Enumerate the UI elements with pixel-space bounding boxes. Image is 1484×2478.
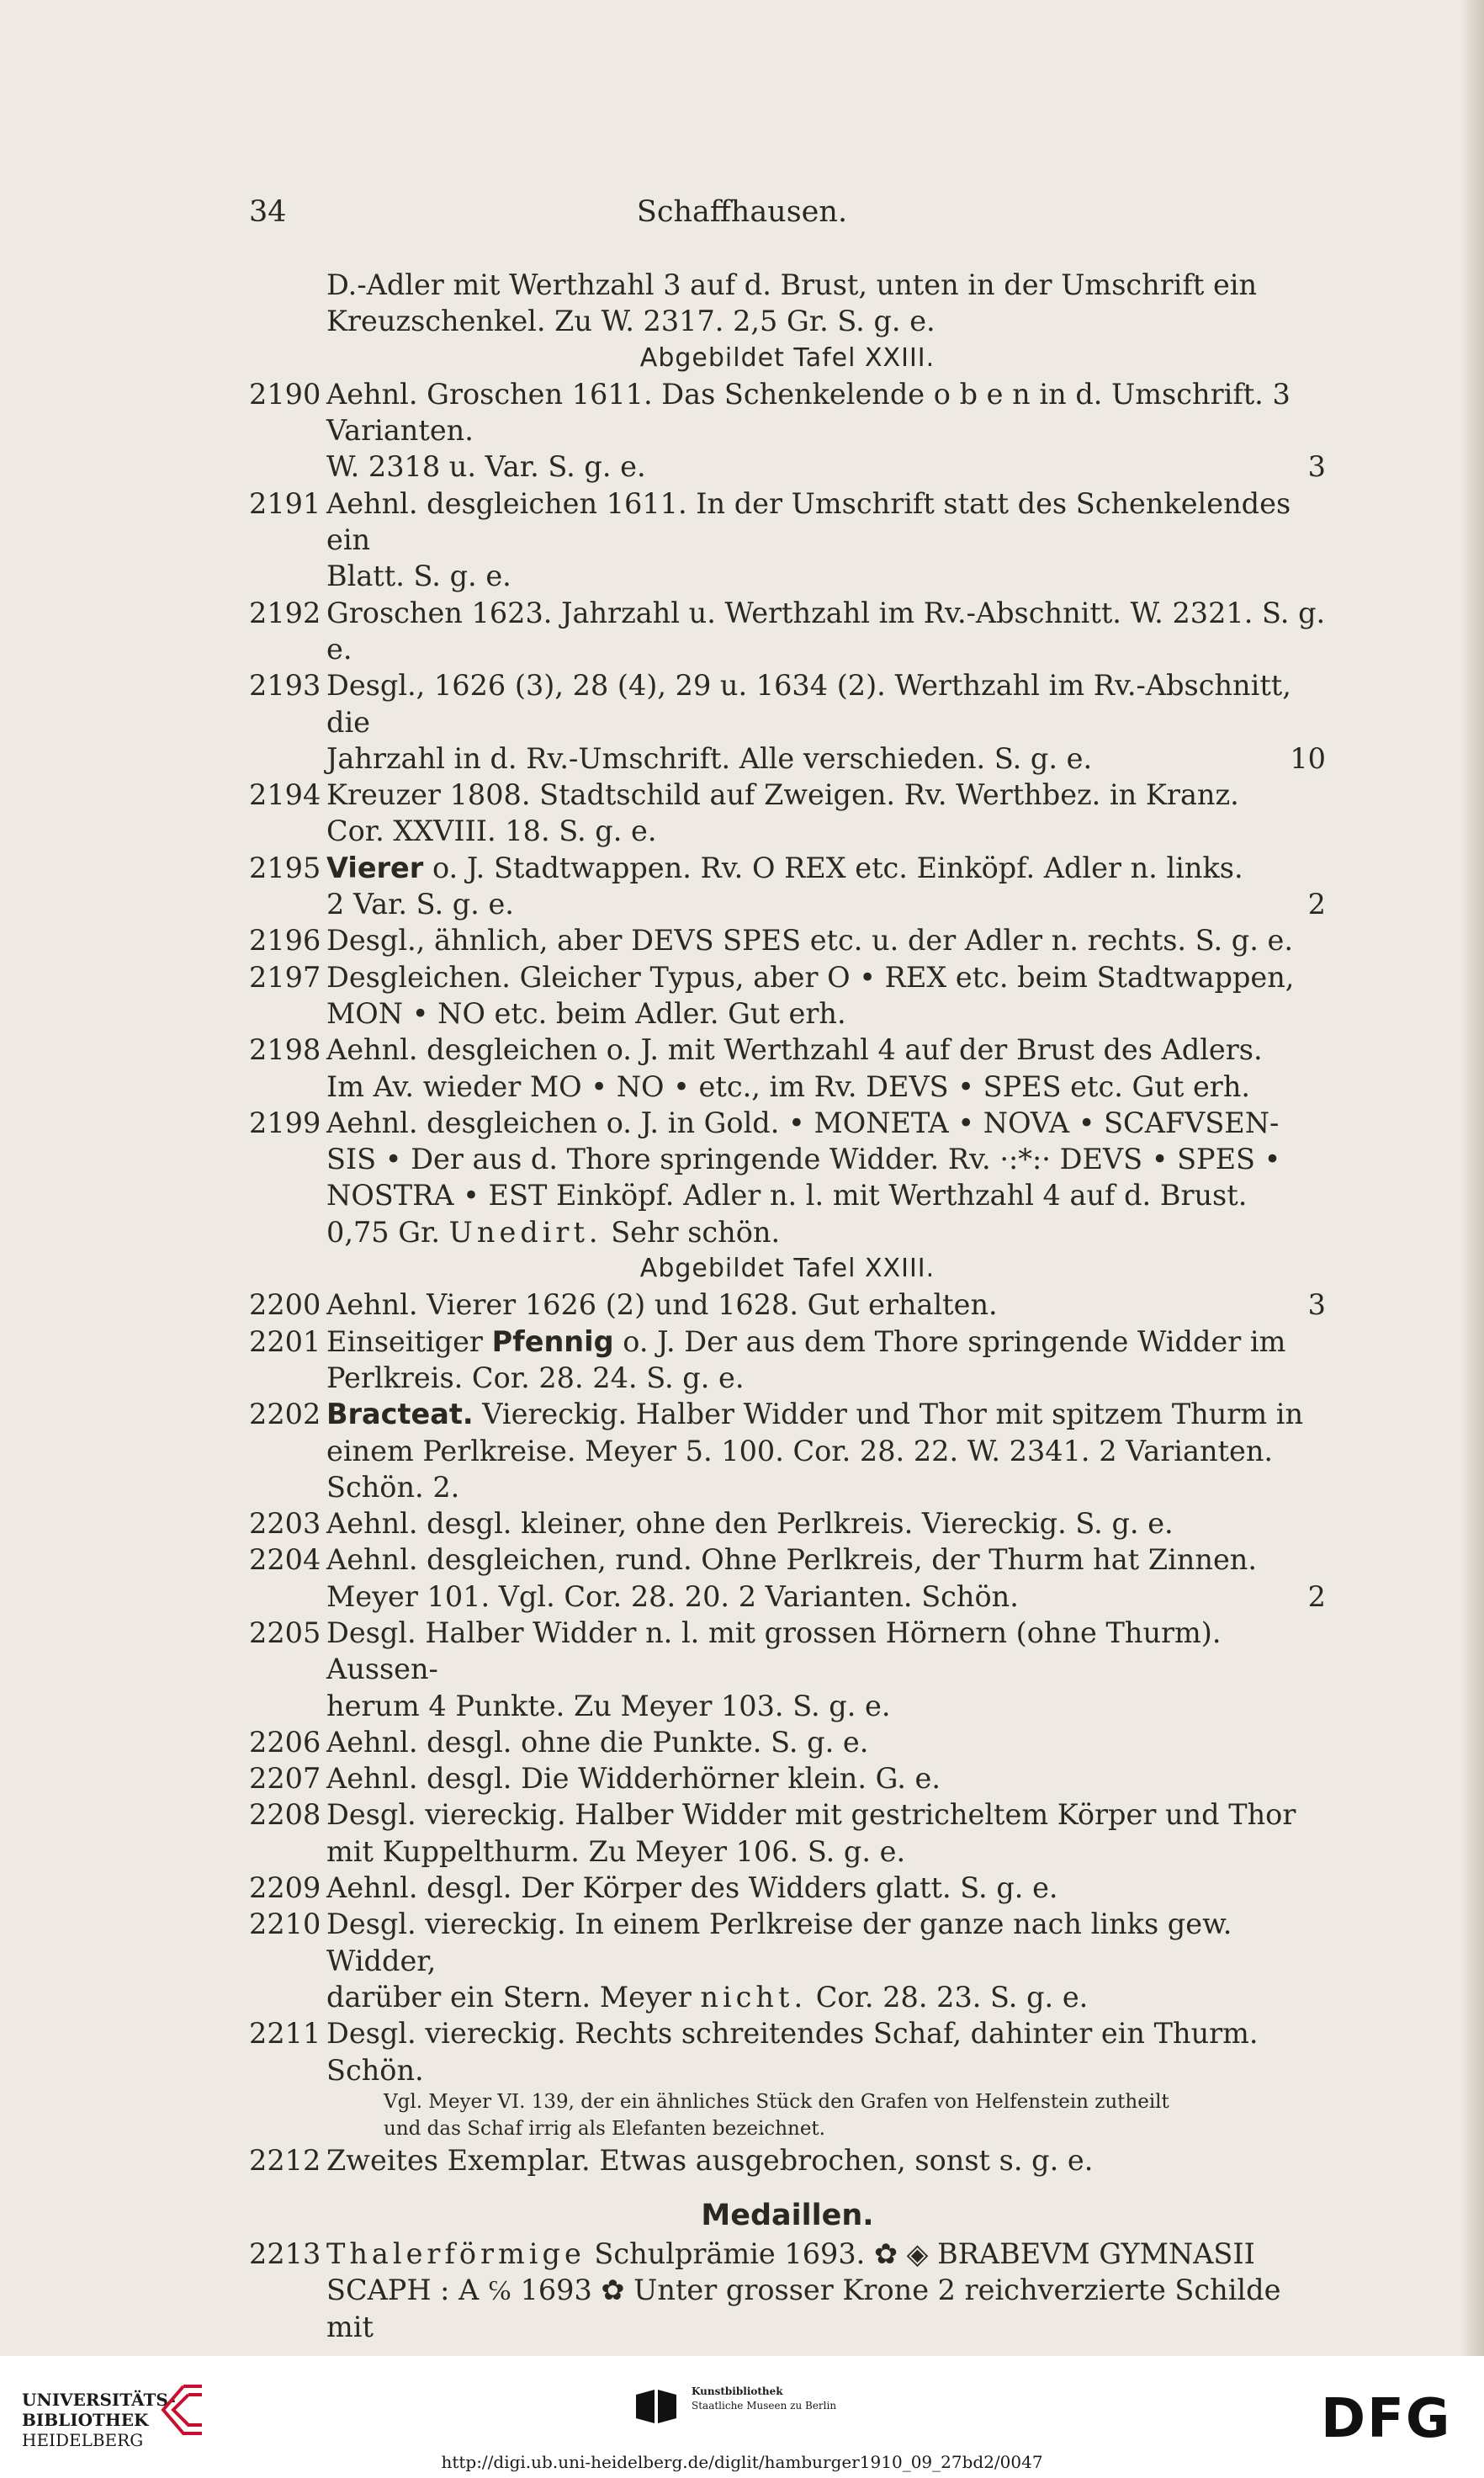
footnote [249, 2088, 1259, 2142]
catalog-entry [249, 486, 1326, 595]
catalog-entry [249, 1615, 1326, 1724]
entries-group-a [249, 376, 1326, 850]
entry-text: 0,75 Gr. [326, 1215, 449, 1249]
entry-number: 2192 [249, 596, 321, 629]
entry-line: Aehnl. desgleichen 1611. In der Umschrift statt des Schenkelendes ein [326, 486, 1291, 557]
quantity: 10 [1290, 741, 1326, 775]
entry-number: 2207 [249, 1762, 321, 1796]
entry-line: MON • NO etc. beim Adler. Gut erh. [326, 996, 846, 1030]
catalog-entry [249, 1906, 1326, 2015]
catalog-entry [249, 1287, 1326, 1323]
entry-line: Zweites Exemplar. Etwas ausgebrochen, sonst s. g. e. [326, 2143, 1094, 2177]
entry-line: Blatt. S. g. e. [326, 560, 511, 593]
entry-number: 2202 [249, 1398, 321, 1431]
plate-reference: Abgebildet Tafel XXIII. [639, 1254, 935, 1284]
entry-number: 2211 [249, 2017, 321, 2051]
catalog-body [249, 267, 1326, 2345]
entry-text: Cor. 28. 23. S. g. e. [807, 1980, 1089, 2014]
entry-line: o. J. Stadtwappen. Rv. O REX etc. Einköpf. Adler n. links. [423, 851, 1243, 884]
entry-line: D.-Adler mit Werthzahl 3 auf d. Brust, unten in der Umschrift ein [326, 268, 1258, 301]
catalog-entry [249, 959, 1326, 1032]
catalog-entry [249, 850, 1326, 923]
entry-line: Cor. XXVIII. 18. S. g. e. [326, 815, 657, 848]
entry-line: Groschen 1623. Jahrzahl u. Werthzahl im Rv.-Abschnitt. W. 2321. S. g. e. [326, 596, 1326, 666]
entry-number: 2200 [249, 1288, 321, 1322]
entry-line: Jahrzahl in d. Rv.-Umschrift. Alle verschieden. S. g. e. [326, 741, 1093, 775]
logo-line: Kunstbibliothek [692, 2385, 783, 2397]
entry-number: 2198 [249, 1033, 321, 1067]
catalog-entry [249, 922, 1326, 958]
entry-number: 2190 [249, 377, 321, 411]
entry-line: Desgl., 1626 (3), 28 (4), 29 u. 1634 (2). Werthzahl im Rv.-Abschnitt, die [326, 669, 1291, 739]
entry-line: Perlkreis. Cor. 28. 24. S. g. e. [326, 1361, 745, 1394]
entry-line: Aehnl. Groschen 1611. Das Schenkelende o b e n in d. Umschrift. 3 Varianten. [326, 377, 1291, 448]
entry-line: Aehnl. desgleichen o. J. mit Werthzahl 4 auf der Brust des Adlers. [326, 1033, 1263, 1067]
entry-number: 2204 [249, 1543, 321, 1577]
entry-text: Sehr schön. [602, 1215, 781, 1249]
entry-line: Aehnl. desgleichen o. J. in Gold. • MONETA • NOVA • SCAFVSEN- [326, 1106, 1280, 1139]
source-url[interactable]: http://digi.ub.uni-heidelberg.de/diglit/hamburger1910_09_27bd2/0047 [441, 2452, 1043, 2472]
entry-number: 2212 [249, 2143, 321, 2177]
catalog-entry [249, 1505, 1326, 1541]
entry-text: Schulprämie 1693. ✿ ◈ BRABEVM GYMNASII [585, 2237, 1255, 2271]
logo-line: HEIDELBERG [22, 2430, 144, 2450]
quantity: 2 [1307, 1579, 1326, 1613]
logo-line: UNIVERSITÄTS- [22, 2390, 176, 2410]
bold-term: Pfennig [491, 1324, 614, 1358]
entry-number: 2193 [249, 669, 321, 703]
entry-line: Desgleichen. Gleicher Typus, aber O • REX etc. beim Stadtwappen, [326, 960, 1295, 994]
quantity: 3 [1307, 450, 1326, 484]
ub-heidelberg-logo-icon [158, 2383, 205, 2437]
entry-line: Desgl., ähnlich, aber DEVS SPES etc. u. der Adler n. rechts. S. g. e. [326, 924, 1293, 958]
catalog-entry [249, 1796, 1326, 1870]
entry-line: SIS • Der aus d. Thore springende Widder. Rv. ·:*:· DEVS • SPES • [326, 1143, 1281, 1176]
spaced-text: nicht. [700, 1980, 808, 2014]
entry-number: 2199 [249, 1106, 321, 1139]
entry-line: Desgl. viereckig. Halber Widder mit gestricheltem Körper und Thor [326, 1798, 1296, 1832]
continued-entry [249, 267, 1326, 340]
catalog-entry [249, 2142, 1326, 2178]
entry-number: 2210 [249, 1908, 321, 1941]
entry-line: 2 Var. S. g. e. [326, 888, 514, 921]
entry-number: 2194 [249, 778, 321, 812]
entry-line: Desgl. viereckig. Rechts schreitendes Schaf, dahinter ein Thurm. Schön. [326, 2017, 1259, 2087]
logo-line: BIBLIOTHEK [22, 2410, 149, 2430]
entry-line: Aehnl. desgleichen, rund. Ohne Perlkreis, der Thurm hat Zinnen. [326, 1543, 1258, 1577]
catalog-entry [249, 595, 1326, 668]
plate-reference: Abgebildet Tafel XXIII. [639, 342, 935, 373]
quantity: 3 [1307, 1288, 1326, 1322]
entry-line: Kreuzschenkel. Zu W. 2317. 2,5 Gr. S. g. e. [326, 305, 935, 338]
kunstbibliothek-logo-icon [633, 2386, 680, 2427]
catalog-entry [249, 1541, 1326, 1615]
catalog-entry [249, 2015, 1326, 2088]
quantity: 2 [1307, 888, 1326, 921]
catalog-entry [249, 1760, 1326, 1796]
kunstbibliothek-logo-text [692, 2385, 836, 2413]
entry-text: darüber ein Stern. Meyer [326, 1980, 701, 2014]
running-title: Schaffhausen. [636, 195, 848, 229]
entry-line: SCAPH : A ℅ 1693 ✿ Unter grosser Krone 2 reichverzierte Schilde mit [326, 2274, 1281, 2343]
entry-number: 2191 [249, 486, 321, 520]
spaced-text: Thalerförmige [326, 2237, 586, 2271]
page-header [0, 195, 1484, 237]
footnote-line: Vgl. Meyer VI. 139, der ein ähnliches Stück den Grafen von Helfenstein zutheilt [384, 2090, 1169, 2113]
catalog-entry [249, 1724, 1326, 1760]
logo-line: Staatliche Museen zu Berlin [692, 2400, 837, 2412]
entry-text: o. J. Der aus dem Thore springende Widder im [613, 1324, 1286, 1358]
bold-term: Vierer [326, 851, 424, 884]
page-spine-shadow [1460, 0, 1484, 2356]
catalog-entry [249, 1396, 1326, 1505]
entry-number-empty [249, 267, 326, 340]
section-heading: Medaillen. [701, 2199, 874, 2233]
entry-line: herum 4 Punkte. Zu Meyer 103. S. g. e. [326, 1689, 891, 1722]
entry-line: Im Av. wieder MO • NO • etc., im Rv. DEVS • SPES etc. Gut erh. [326, 1069, 1251, 1103]
entries-group-c [249, 1615, 1326, 1906]
catalog-entry [249, 1032, 1326, 1105]
page-number: 34 [249, 195, 287, 229]
catalog-entry [249, 1324, 1326, 1397]
entry-line: Aehnl. desgl. Die Widderhörner klein. G. e. [326, 1762, 941, 1796]
entry-number: 2197 [249, 960, 321, 994]
entry-number: 2205 [249, 1616, 321, 1649]
catalog-entry [249, 777, 1326, 850]
entry-line: mit Kuppelthurm. Zu Meyer 106. S. g. e. [326, 1834, 906, 1868]
entry-line: Desgl. Halber Widder n. l. mit grossen Hörnern (ohne Thurm). Aussen- [326, 1616, 1222, 1686]
entry-line: Aehnl. desgl. ohne die Punkte. S. g. e. [326, 1725, 869, 1759]
entry-number: 2213 [249, 2237, 321, 2271]
entry-number: 2209 [249, 1871, 321, 1905]
entry-number: 2208 [249, 1798, 321, 1832]
entry-line: einem Perlkreise. Meyer 5. 100. Cor. 28. 22. W. 2341. 2 Varianten. Schön. 2. [326, 1434, 1274, 1504]
entry-number: 2206 [249, 1725, 321, 1759]
catalog-entry [249, 1105, 1326, 1250]
footnote-line: und das Schaf irrig als Elefanten bezeichnet. [384, 2117, 825, 2140]
entry-line: Aehnl. Vierer 1626 (2) und 1628. Gut erhalten. [326, 1288, 998, 1322]
entries-group-b [249, 922, 1326, 1104]
entry-number: 2196 [249, 924, 321, 958]
entry-line: Aehnl. desgl. kleiner, ohne den Perlkreis. Viereckig. S. g. e. [326, 1507, 1174, 1541]
entry-line: Aehnl. desgl. Der Körper des Widders glatt. S. g. e. [326, 1871, 1058, 1905]
spaced-text: Unedirt. [448, 1215, 602, 1249]
entry-text: Einseitiger [326, 1324, 492, 1358]
ub-heidelberg-logo-text [22, 2390, 176, 2450]
catalog-entry [249, 376, 1326, 486]
entry-line: NOSTRA • EST Einköpf. Adler n. l. mit Werthzahl 4 auf d. Brust. [326, 1179, 1248, 1212]
entry-number: 2195 [249, 851, 321, 884]
catalog-entry [249, 2236, 1326, 2345]
catalog-entry [249, 1870, 1326, 1906]
catalog-entry [249, 667, 1326, 777]
entry-number: 2201 [249, 1324, 321, 1358]
entry-number: 2203 [249, 1507, 321, 1541]
entry-line: Desgl. viereckig. In einem Perlkreise der ganze nach links gew. Widder, [326, 1908, 1232, 1977]
entry-text: Viereckig. Halber Widder und Thor mit spitzem Thurm in [473, 1398, 1304, 1431]
entry-line: W. 2318 u. Var. S. g. e. [326, 450, 646, 484]
dfg-logo: DFG [1321, 2388, 1452, 2450]
entry-line: Meyer 101. Vgl. Cor. 28. 20. 2 Varianten. Schön. [326, 1579, 1019, 1613]
entry-line: Kreuzer 1808. Stadtschild auf Zweigen. Rv. Werthbez. in Kranz. [326, 778, 1239, 812]
bold-term: Bracteat. [326, 1398, 474, 1431]
